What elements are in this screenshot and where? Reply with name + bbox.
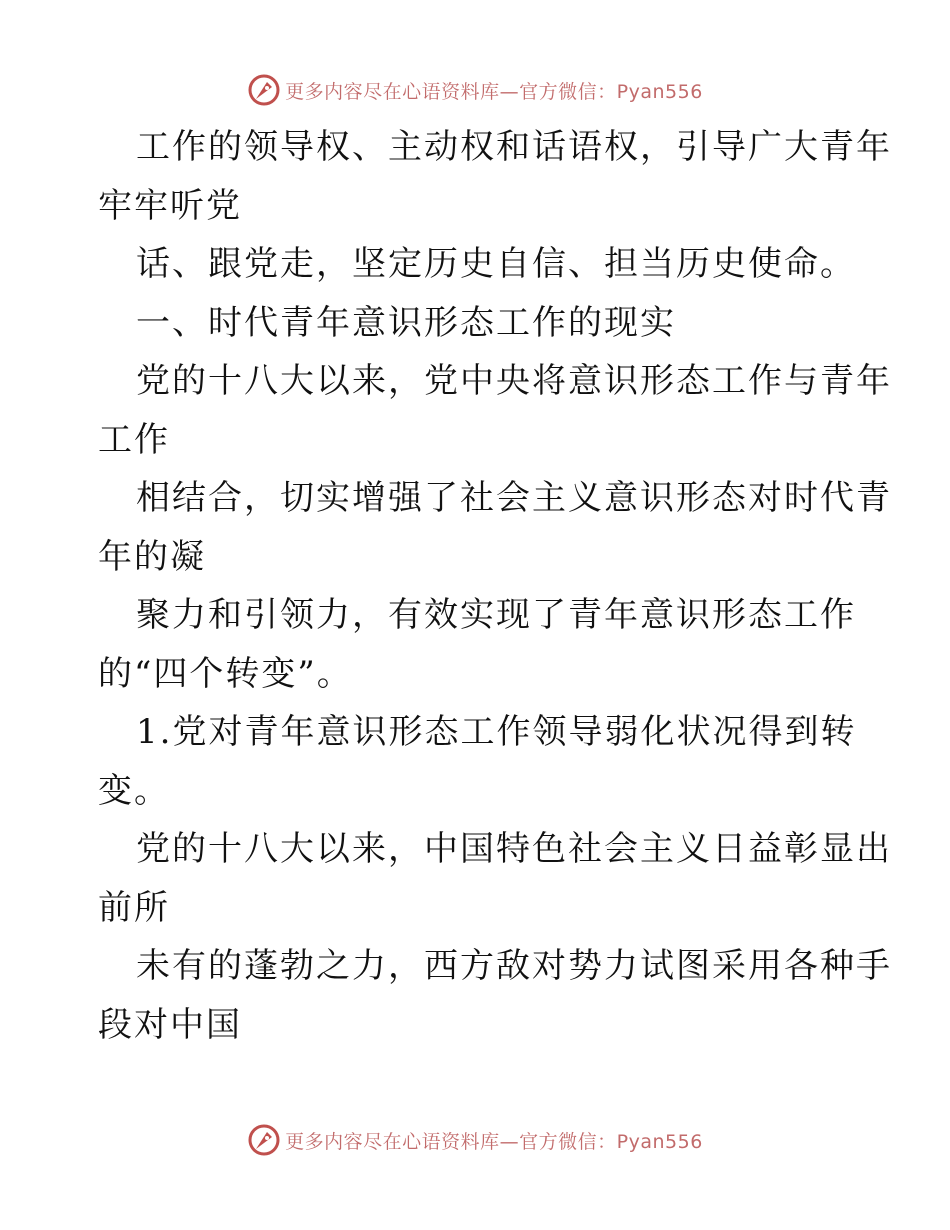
text-line: 未有的蓬勃之力，西方敌对势力试图采用各种手	[136, 946, 892, 986]
section-heading: 一、时代青年意识形态工作的现实	[136, 302, 676, 343]
text-line: 牢牢听党	[98, 185, 242, 226]
text-line: 党的十八大以来，中国特色社会主义日益彰显出	[136, 829, 892, 869]
text-line: 话、跟党走，坚定历史自信、担当历史使命。	[136, 244, 856, 284]
text-line: 工作	[98, 419, 170, 460]
pen-nib-icon	[247, 1123, 281, 1157]
text-line: 相结合，切实增强了社会主义意识形态对时代青	[136, 478, 892, 518]
subsection-heading: 1.党对青年意识形态工作领导弱化状况得到转	[136, 712, 857, 752]
text-line: 年的凝	[98, 536, 206, 577]
document-body	[98, 118, 892, 1054]
text-line: 聚力和引领力，有效实现了青年意识形态工作	[136, 595, 856, 635]
text-line: 变。	[98, 770, 170, 811]
text-line: 段对中国	[98, 1004, 242, 1045]
text-line: 前所	[98, 887, 170, 928]
footer-banner-text: 更多内容尽在心语资料库—官方微信：Pyan556	[285, 1130, 703, 1153]
text-line: 党的十八大以来，党中央将意识形态工作与青年	[136, 361, 892, 401]
text-line: 工作的领导权、主动权和话语权，引导广大青年	[136, 127, 892, 167]
footer-banner	[0, 1120, 950, 1160]
header-banner	[0, 70, 950, 110]
text-line: 的“四个转变”。	[98, 653, 353, 694]
header-banner-text: 更多内容尽在心语资料库—官方微信：Pyan556	[285, 80, 703, 103]
pen-nib-icon	[247, 73, 281, 107]
